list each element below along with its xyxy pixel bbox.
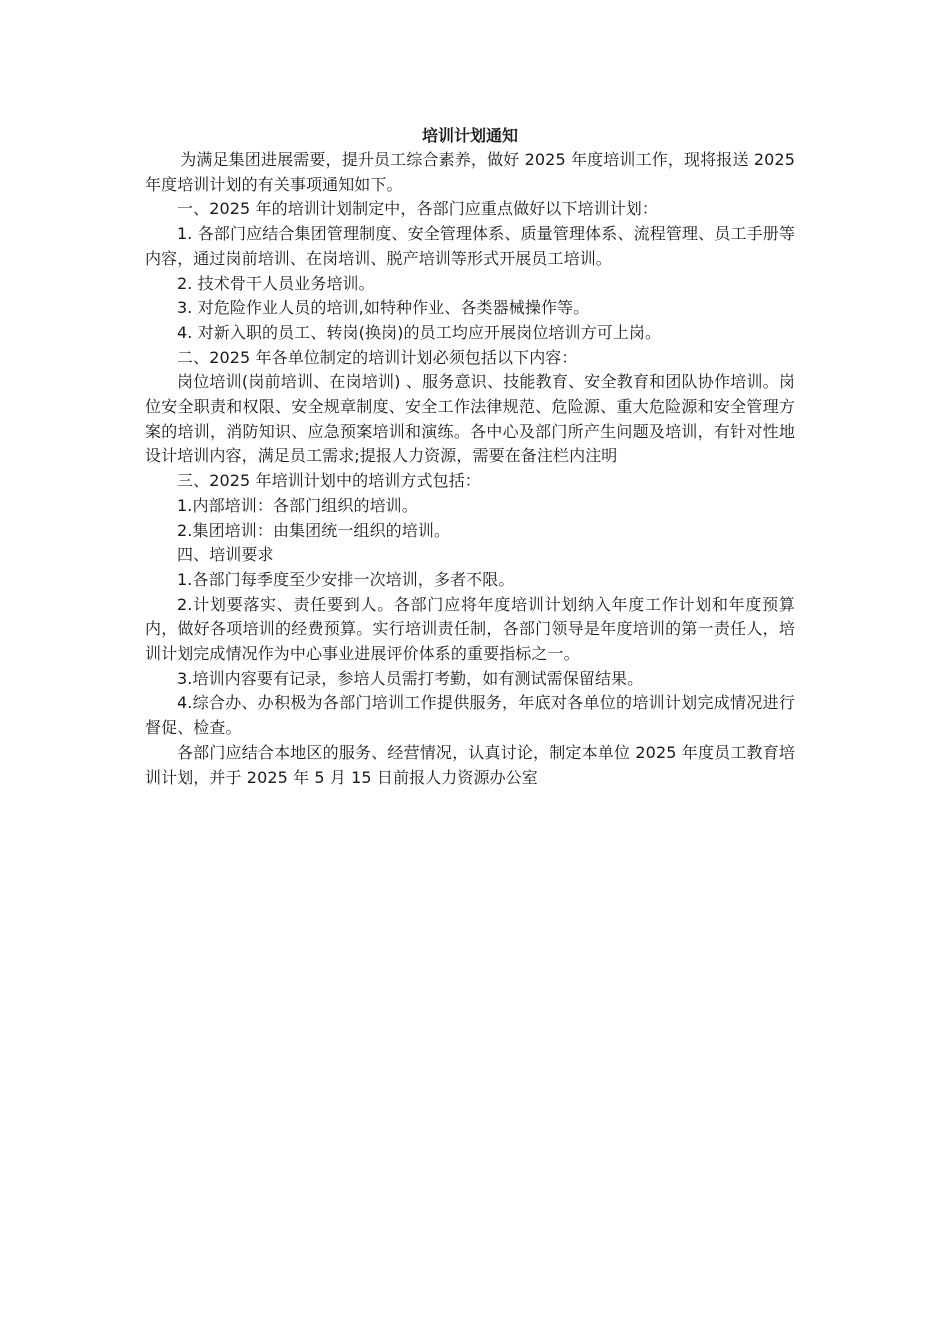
- section-2-heading: 二、2025 年各单位制定的培训计划必须包括以下内容：: [177, 347, 578, 367]
- section-1-heading: 一、2025 年的培训计划制定中，各部门应重点做好以下培训计划：: [177, 199, 659, 219]
- section-3-item-2: 2.集团培训：由集团统一组织的培训。: [177, 520, 451, 540]
- section-4-item-2: 2.计划要落实、责任要到人。各部门应将年度培训计划纳入年度工作计划和年度预算内，做好各项培训的经费预算。实行培训责任制，各部门领导是年度培训的第一责任人，培训计划完成情况作为中心事业进展评价体系的重要指标之一。: [145, 594, 795, 664]
- section-4-item-3: 3.培训内容要有记录，参培人员需打考勤，如有测试需保留结果。: [177, 668, 644, 688]
- section-1-item-3: 3. 对危险作业人员的培训,如特种作业、各类器械操作等。: [177, 298, 590, 318]
- section-3-heading: 三、2025 年培训计划中的培训方式包括：: [177, 471, 481, 491]
- intro-paragraph: 为满足集团进展需要，提升员工综合素养，做好 2025 年度培训工作，现将报送 2025 年度培训计划的有关事项通知如下。: [145, 150, 795, 194]
- section-1-item-2: 2. 技术骨干人员业务培训。: [177, 273, 375, 293]
- document-title: 培训计划通知: [421, 126, 518, 145]
- section-3-item-1: 1.内部培训：各部门组织的培训。: [177, 495, 418, 515]
- closing-paragraph: 各部门应结合本地区的服务、经营情况，认真讨论，制定本单位 2025 年度员工教育培训计划，并于 2025 年 5 月 15 日前报人力资源办公室: [145, 742, 795, 787]
- section-4-heading: 四、培训要求: [177, 545, 274, 565]
- section-4-item-1: 1.各部门每季度至少安排一次培训，多者不限。: [177, 569, 515, 589]
- section-4-item-4: 4.综合办、办积极为各部门培训工作提供服务，年底对各单位的培训计划完成情况进行督促、检查。: [145, 693, 795, 738]
- document-body: [145, 124, 795, 790]
- section-1-item-1: 1. 各部门应结合集团管理制度、安全管理体系、质量管理体系、流程管理、员工手册等内容，通过岗前培训、在岗培训、脱产培训等形式开展员工培训。: [145, 224, 795, 268]
- section-2-content: 岗位培训(岗前培训、在岗培训) 、服务意识、技能教育、安全教育和团队协作培训。岗位安全职责和权限、安全规章制度、安全工作法律规范、危险源、重大危险源和安全管理方案的培训，消防知识、应急预案培训和演练。各中心及部门所产生问题及培训，有针对性地设计培训内容，满足员工需求;提报人力资源，需要在备注栏内注明: [145, 372, 795, 466]
- section-1-item-4: 4. 对新入职的员工、转岗(换岗)的员工均应开展岗位培训方可上岗。: [177, 322, 662, 342]
